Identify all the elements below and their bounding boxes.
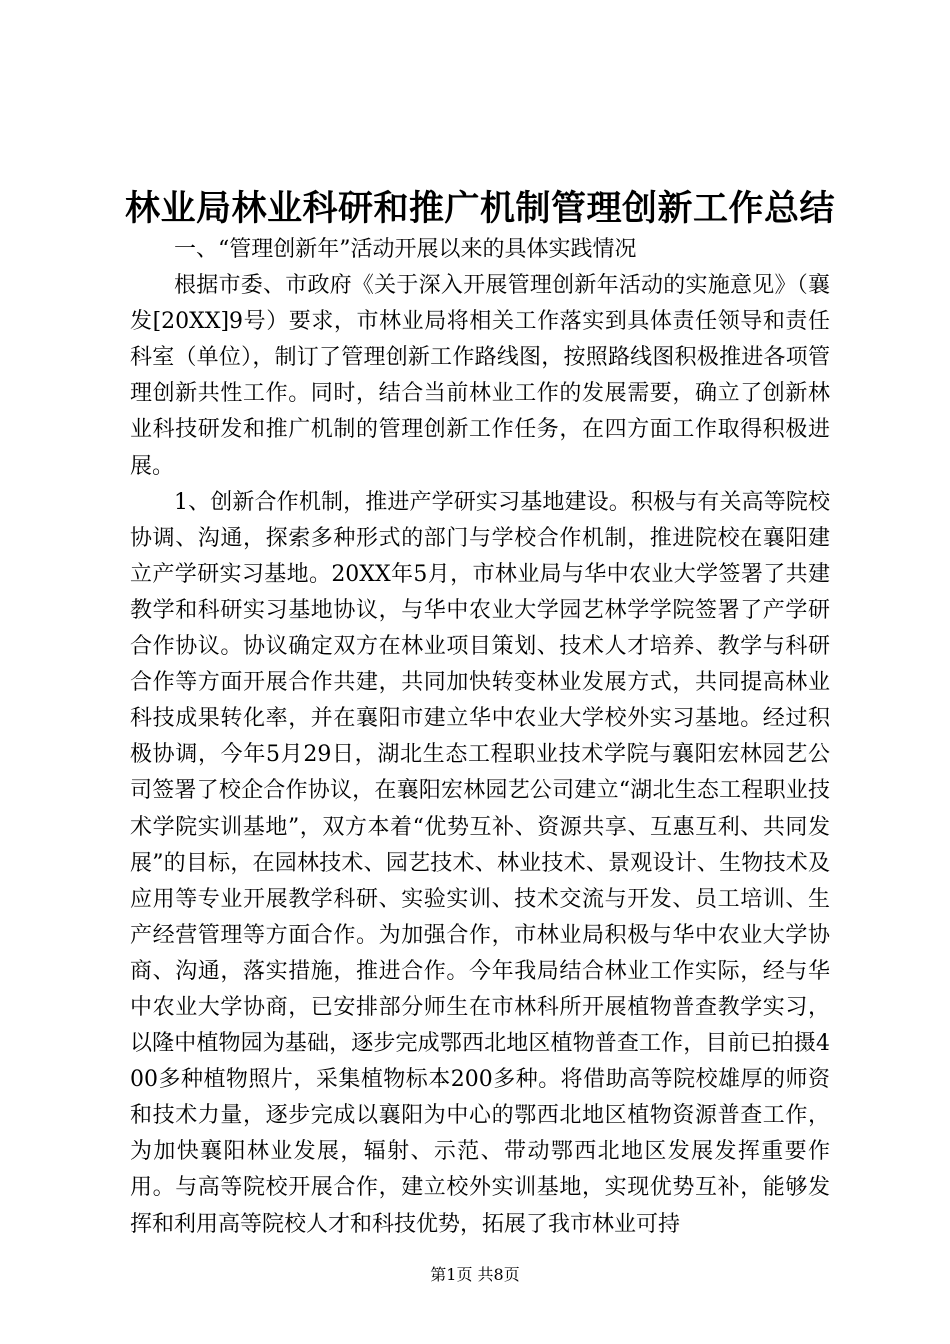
document-body [130, 232, 830, 1243]
paragraph-intro: 根据市委、市政府《关于深入开展管理创新年活动的实施意见》（襄发[20XX]9号）要求，市林业局将相关工作落实到具体责任领导和责任科室（单位），制订了管理创新工作路线图，按照路线图积极推进各项管理创新共性工作。同时，结合当前林业工作的发展需要，确立了创新林业科技研发和推广机制的管理创新工作任务，在四方面工作取得积极进展。 [130, 273, 830, 479]
document-title: 林业局林业科研和推广机制管理创新工作总结 [125, 188, 836, 229]
page-footer: 第1页 共8页 [430, 1265, 520, 1284]
paragraph-item-1: 1、创新合作机制，推进产学研实习基地建设。积极与有关高等院校协调、沟通，探索多种形式的部门与学校合作机制，推进院校在襄阳建立产学研实习基地。20XX年5月，市林业局与华中农业大学签署了共建教学和科研实习基地协议，与华中农业大学园艺林学学院签署了产学研合作协议。协议确定双方在林业项目策划、技术人才培养、教学与科研合作等方面开展合作共建，共同加快转变林业发展方式，共同提高林业科技成果转化率，并在襄阳市建立华中农业大学校外实习基地。经过积极协调，今年5月29日，湖北生态工程职业技术学院与襄阳宏林园艺公司签署了校企合作协议，在襄阳宏林园艺公司建立“湖北生态工程职业技术学院实训基地”，双方本着“优势互补、资源共享、互惠互利、共同发展”的目标，在园林技术、园艺技术、林业技术、景观设计、生物技术及应用等专业开展教学科研、实验实训、技术交流与开发、员工培训、生产经营管理等方面合作。为加强合作，市林业局积极与华中农业大学协商、沟通，落实措施，推进合作。今年我局结合林业工作实际，经与华中农业大学协商，已安排部分师生在市林科所开展植物普查教学实习，以隆中植物园为基础，逐步完成鄂西北地区植物普查工作，目前已拍摄400多种植物照片，采集植物标本200多种。将借助高等院校雄厚的师资和技术力量，逐步完成以襄阳为中心的鄂西北地区植物资源普查工作，为加快襄阳林业发展，辐射、示范、带动鄂西北地区发展发挥重要作用。与高等院校开展合作，建立校外实训基地，实现优势互补，能够发挥和利用高等院校人才和科技优势，拓展了我市林业可持 [130, 489, 830, 1237]
section-heading: 一、“管理创新年”活动开展以来的具体实践情况 [174, 237, 637, 262]
